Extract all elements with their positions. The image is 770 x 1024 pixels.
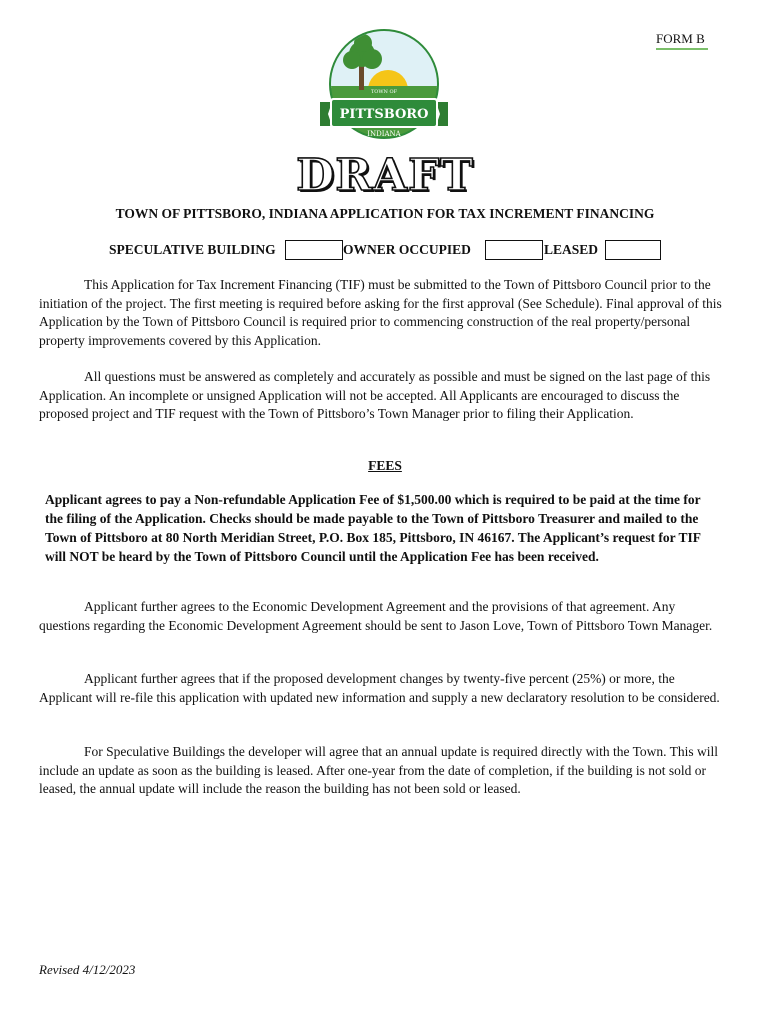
document-title: TOWN OF PITTSBORO, INDIANA APPLICATION FOR TAX INCREMENT FINANCING [115,206,655,221]
logo-top-text: TOWN OF [370,89,398,95]
economic-agreement-text: Applicant further agrees to the Economic Development Agreement and the provisions of that agreement. Any questions regarding the Economic Development Agreement should be sent to Jason Love, Town of Pittsboro Town Manager. [39,599,713,633]
logo-state: INDIANA [367,130,401,138]
option-owner-occupied-label: OWNER OCCUPIED [343,242,471,257]
development-change-text: Applicant further agrees that if the proposed development changes by twenty-five percent (25%) or more, the Applicant will re-file this application with updated new information and supply a new declaratory resolution to be considered. [39,671,720,705]
development-change-paragraph [39,670,729,707]
requirements-paragraph-text: All questions must be answered as completely and accurately as possible and must be signed on the last page of this Application. An incomplete or unsigned Application will not be accepted. All Applicants are encouraged to discuss the proposed project and TIF request with the Town of Pittsboro’s Town Manager prior to filing their Application. [39,369,711,421]
form-label: FORM B [656,31,705,46]
intro-paragraph-text: This Application for Tax Increment Financing (TIF) must be submitted to the Town of Pittsboro Council prior to the initiation of the project. The first meeting is required before asking for the first approval (See Schedule). Final approval of this Application by the Town of Pittsboro Council is required prior to commencing construction of the real property/personal property improvements covered by this Application. [39,277,722,348]
speculative-buildings-paragraph [39,743,729,799]
logo-town-name: PITTSBORO [339,107,429,122]
draft-watermark: DRAFT [296,150,474,201]
owner-occupied-checkbox[interactable] [485,240,543,260]
logo-year: 1834 [378,140,390,145]
requirements-paragraph [39,368,729,424]
town-seal-logo [318,28,450,152]
option-leased-label: LEASED [544,242,599,257]
speculative-building-checkbox[interactable] [285,240,343,260]
fees-paragraph: Applicant agrees to pay a Non-refundable Application Fee of $1,500.00 which is required to be paid at the time for the filing of the Application. Checks should be made payable to the Town of Pittsboro Treasurer and mailed to the Town of Pittsboro at 80 North Meridian Street, P.O. Box 185, Pittsboro, IN 46167. The Applicant’s request for TIF will NOT be heard by the Town of Pittsboro Council until the Application Fee has been received. [45,492,701,564]
fees-heading: FEES [368,458,402,473]
speculative-buildings-text: For Speculative Buildings the developer will agree that an annual update is required directly with the Town. This will include an update as soon as the building is leased. After one-year from the date of completion, if the building is not sold or leased, the annual update will include the reason the building has not been sold or leased. [39,744,719,796]
form-label-underline [656,48,708,50]
option-speculative-building-label: SPECULATIVE BUILDING [109,242,276,257]
leased-checkbox[interactable] [605,240,661,260]
economic-agreement-paragraph [39,598,729,635]
intro-paragraph [39,276,729,350]
revised-date: Revised 4/12/2023 [39,962,136,977]
